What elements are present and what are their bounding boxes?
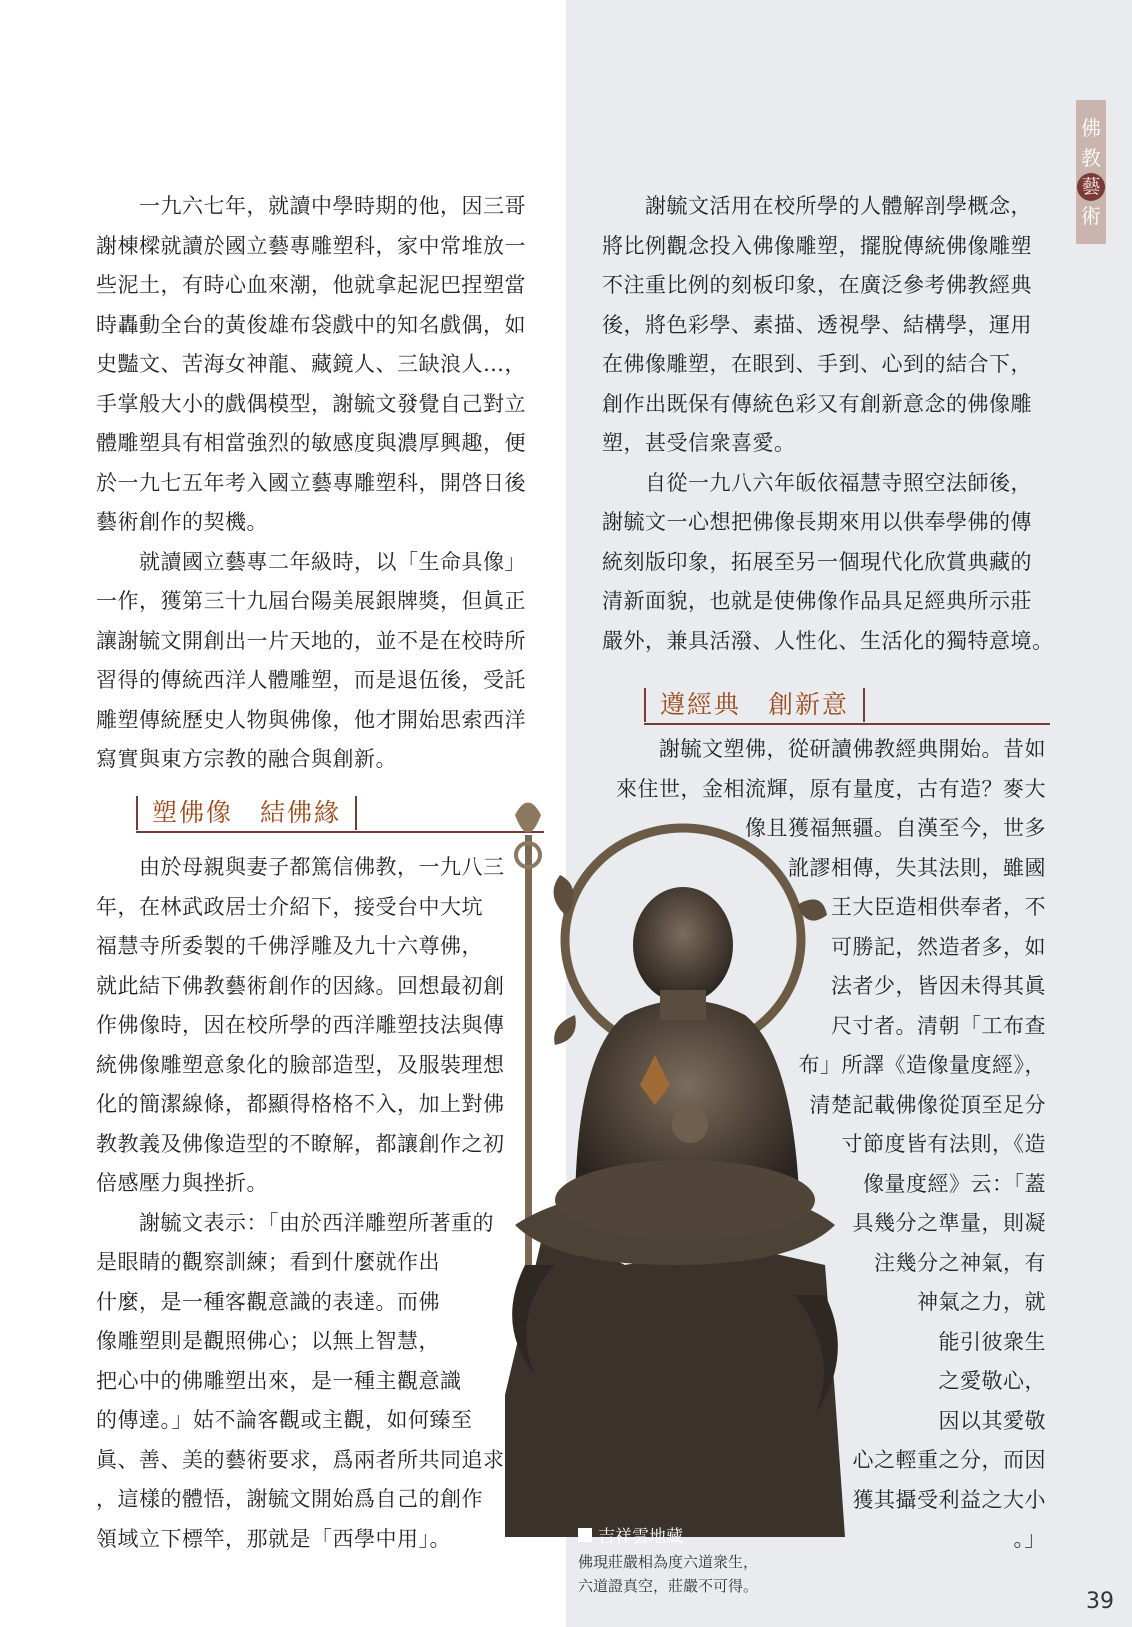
text-line: 的傳達。」姑不論客觀或主觀，如何臻至	[96, 1408, 473, 1432]
text-line: 像量度經》云：「蓋	[863, 1171, 1046, 1196]
text-line: 不注重比例的刻板印象，在廣泛參考佛教經典	[602, 273, 1032, 297]
text-line: 謝棟樑就讀於國立藝專雕塑科，家中常堆放一	[96, 233, 526, 258]
caption-title-text: 吉祥雲地藏	[598, 1527, 683, 1547]
section-tab-char: 教	[1081, 146, 1101, 170]
text-line: 塑，甚受信衆喜愛。	[602, 431, 796, 455]
text-line: 像且獲福無疆。自漢至今，世多	[745, 816, 1046, 840]
text-line: 來住世，金相流輝，原有量度，古有造？麥大	[616, 776, 1046, 801]
text-line: 於一九七五年考入國立藝專雕塑科，開啓日後	[96, 470, 526, 495]
text-line: 寸節度皆有法則，《造	[841, 1132, 1046, 1156]
section-tab-char: 術	[1081, 204, 1101, 228]
text-line: 具幾分之準量，則凝	[852, 1211, 1046, 1235]
text-line: 眞、善、美的藝術要求，爲兩者所共同追求	[96, 1447, 505, 1472]
text-line: 謝毓文活用在校所學的人體解剖學概念，	[602, 194, 1032, 218]
text-line: 倍感壓力與挫折。	[96, 1171, 268, 1195]
text-line: 注幾分之神氣，有	[874, 1250, 1046, 1275]
text-line: 寫實與東方宗教的融合與創新。	[96, 747, 397, 771]
page-number: 39	[1086, 1589, 1114, 1614]
text-line: 一作，獲第三十九屆台陽美展銀牌獎，但眞正	[96, 589, 526, 613]
text-line: 嚴外，兼具活潑、人性化、生活化的獨特意境。	[602, 628, 1054, 653]
text-line: 布」所譯《造像量度經》，	[798, 1053, 1046, 1077]
text-line: 把心中的佛雕塑出來，是一種主觀意識	[96, 1368, 462, 1393]
text-line: 年，在林武政居士介紹下，接受台中大坑	[96, 894, 483, 919]
section-heading-right: 遵經典 創新意	[644, 688, 865, 722]
text-line: 就讀國立藝專二年級時，以「生命具像」	[96, 549, 526, 574]
text-line: 由於母親與妻子都篤信佛教，一九八三	[96, 855, 505, 879]
text-line: 福慧寺所委製的千佛浮雕及九十六尊佛，	[96, 934, 483, 958]
text-line: 謝毓文塑佛，從研讀佛教經典開始。昔如	[616, 737, 1046, 761]
text-line: 之愛敬心，	[938, 1369, 1046, 1393]
left-column-top	[96, 187, 526, 780]
text-line: 獲其攝受利益之大小	[852, 1487, 1046, 1512]
text-line: 能引彼衆生	[938, 1329, 1046, 1354]
text-line: 神氣之力，就	[917, 1290, 1046, 1314]
text-line: 法者少，皆因未得其眞	[831, 974, 1046, 998]
right-column-top	[602, 187, 1054, 661]
text-line: 自從一九八六年皈依福慧寺照空法師後，	[602, 470, 1032, 495]
text-line: 清楚記載佛像從頂至足分	[809, 1092, 1046, 1117]
text-line: 就此結下佛教藝術創作的因緣。回想最初創	[96, 973, 505, 998]
text-line: 統佛像雕塑意象化的臉部造型，及服裝理想	[96, 1052, 505, 1077]
text-line: 習得的傳統西洋人體雕塑，而是退伍後，受託	[96, 668, 526, 692]
section-heading-left: 塑佛像 結佛緣	[136, 796, 357, 830]
text-line: 尺寸者。清朝「工布查	[831, 1013, 1046, 1038]
text-line: 創作出既保有傳統色彩又有創新意念的佛像雕	[602, 391, 1032, 416]
text-line: 謝毓文一心想把佛像長期來用以供奉學佛的傳	[602, 510, 1032, 534]
text-line: 像雕塑則是觀照佛心；以無上智慧，	[96, 1329, 440, 1353]
right-column-bottom	[0, 730, 1046, 1560]
text-line: 一九六七年，就讀中學時期的他，因三哥	[96, 194, 526, 218]
text-line: 清新面貌，也就是使佛像作品具足經典所示莊	[602, 589, 1032, 613]
text-line: 手掌般大小的戲偶模型，謝毓文發覺自己對立	[96, 391, 526, 416]
text-line: 雕塑傳統歷史人物與佛像，他才開始思索西洋	[96, 707, 526, 732]
text-line: 什麼，是一種客觀意識的表達。而佛	[96, 1289, 440, 1314]
text-line: 領域立下標竿，那就是「西學中用」。	[96, 1526, 451, 1551]
text-line: 王大臣造相供奉者，不	[831, 895, 1046, 919]
text-line: 讓謝毓文開創出一片天地的，並不是在校時所	[96, 628, 526, 653]
image-caption-body	[578, 1550, 758, 1598]
text-line: 將比例觀念投入佛像雕塑，擺脫傳統佛像雕塑	[602, 233, 1032, 258]
section-tab	[1076, 100, 1106, 244]
text-line: 教教義及佛像造型的不瞭解，都讓創作之初	[96, 1131, 505, 1156]
text-line: 化的簡潔線條，都顯得格格不入，加上對佛	[96, 1092, 505, 1116]
section-tab-char: 藝	[1077, 173, 1105, 201]
text-line: 訛謬相傳，失其法則，雖國	[788, 855, 1046, 880]
text-line: 史豔文、苦海女神龍、藏鏡人、三缺浪人…，	[96, 352, 526, 376]
caption-line: 佛現莊嚴相為度六道衆生，	[578, 1553, 759, 1571]
text-line: 心之輕重之分，而因	[852, 1448, 1046, 1472]
text-line: 作佛像時，因在校所學的西洋雕塑技法與傳	[96, 1013, 505, 1037]
text-line: 些泥土，有時心血來潮，他就拿起泥巴捏塑當	[96, 273, 526, 297]
heading-rule	[644, 723, 1050, 725]
image-caption-title	[578, 1522, 683, 1547]
text-line: ，這樣的體悟，謝毓文開始爲自己的創作	[96, 1487, 483, 1511]
text-line: 統刻版印象，拓展至另一個現代化欣賞典藏的	[602, 549, 1032, 574]
text-line: 因以其愛敬	[938, 1408, 1046, 1433]
text-line: 藝術創作的契機。	[96, 510, 268, 534]
text-line: 可勝記，然造者多，如	[831, 934, 1046, 959]
caption-line: 六道證真空，莊嚴不可得。	[578, 1577, 759, 1595]
text-line: 在佛像雕塑，在眼到、手到、心到的結合下，	[602, 352, 1032, 376]
caption-square-icon	[578, 1528, 592, 1542]
text-line: 時轟動全台的黃俊雄布袋戲中的知名戲偶，如	[96, 312, 526, 337]
text-line: 。」	[1013, 1527, 1046, 1551]
text-line: 謝毓文表示：「由於西洋雕塑所著重的	[96, 1210, 494, 1235]
text-line: 體雕塑具有相當強烈的敏感度與濃厚興趣，便	[96, 431, 526, 455]
text-line: 後，將色彩學、素描、透視學、結構學，運用	[602, 312, 1032, 337]
section-tab-char: 佛	[1081, 116, 1101, 140]
text-line: 是眼睛的觀察訓練；看到什麼就作出	[96, 1250, 440, 1274]
